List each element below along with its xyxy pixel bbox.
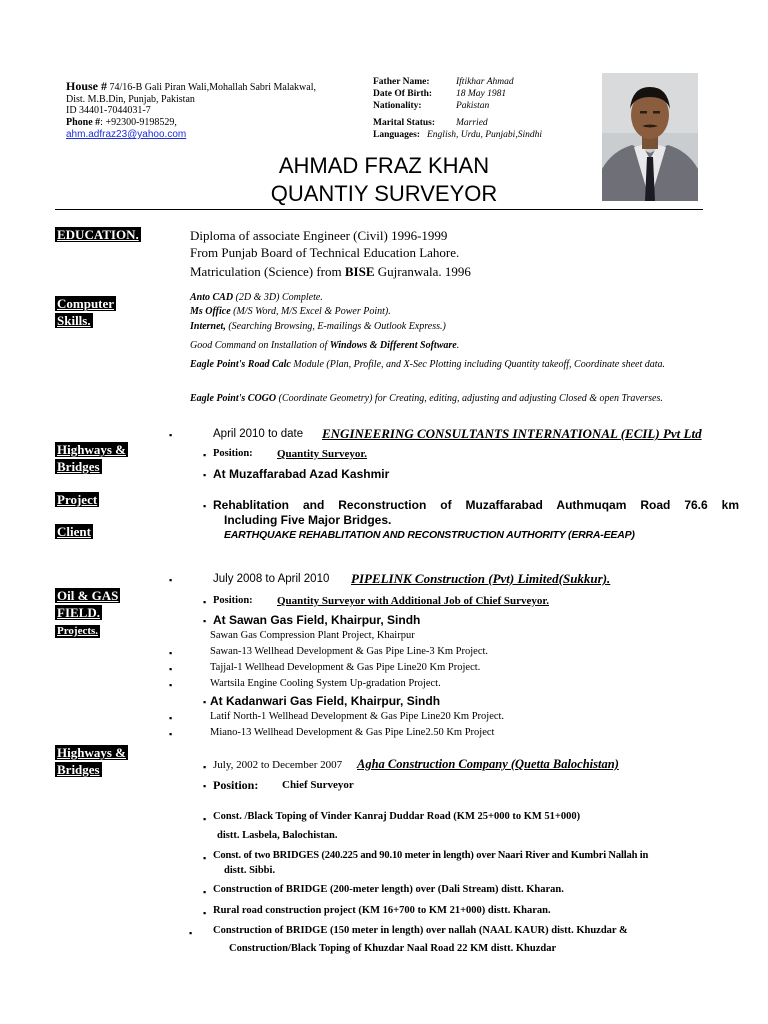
job3-item-5: Construction of BRIDGE (150 meter in length) over nallah (NAAL KAUR) distt. Khuzdar &: [213, 925, 628, 936]
job3-item-1: Const. /Black Toping of Vinder Kanraj Duddar Road (KM 25+000 to KM 51+000): [213, 811, 581, 822]
client-heading: Client: [57, 524, 91, 539]
education-matric: Matriculation (Science) from BISE Gujranwala. 1996: [190, 264, 471, 279]
job1-location: At Muzaffarabad Azad Kashmir: [213, 467, 390, 481]
skill-cogo: Eagle Point's COGO (Coordinate Geometry) for Creating, editing, adjusting and adjusting Closed & open Traverses.: [190, 393, 663, 404]
skill-road-calc: Eagle Point's Road Calc Module (Plan, Profile, and X-Sec Plotting including Quantity takeoff, Coordinate sheet data.: [190, 359, 666, 370]
job-title: QUANTIY SURVEYOR: [270, 181, 498, 206]
job2-position-value: Quantity Surveyor with Additional Job of Chief Surveyor.: [277, 595, 549, 607]
skill-installation: Good Command on Installation of Windows & Different Software.: [190, 340, 460, 351]
house-label: House #: [66, 79, 108, 93]
bullet-icon: ▪: [169, 575, 173, 585]
list-item: Tajjal-1 Wellhead Development & Gas Pipe Line20 Km Project.: [210, 662, 481, 673]
job1-position-label: Position:: [213, 448, 253, 459]
job3-item-3: Construction of BRIDGE (200-meter length) over (Dali Stream) distt. Kharan.: [213, 884, 564, 895]
father-label: Father Name:: [373, 77, 430, 87]
skill-autocad: Anto CAD (2D & 3D) Complete.: [190, 292, 323, 303]
job1-company: ENGINEERING CONSULTANTS INTERNATIONAL (ECIL) Pvt Ltd: [322, 426, 702, 441]
nationality-label: Nationality:: [373, 101, 422, 111]
skill-office: Ms Office (M/S Word, M/S Excel & Power Point).: [190, 306, 391, 317]
nationality-value: Pakistan: [456, 101, 490, 111]
job2-site1: At Sawan Gas Field, Khairpur, Sindh: [213, 613, 421, 627]
bullet-icon: ▪: [203, 616, 207, 626]
job2-heading: Oil & GAS FIELD. Projects.: [57, 588, 119, 637]
phone-value: : +92300-9198529,: [100, 117, 177, 128]
bullet-icon: ▪: [169, 648, 173, 658]
bullet-icon: ▪: [203, 470, 207, 480]
bullet-icon: ▪: [203, 781, 207, 791]
job2-dates: July 2008 to April 2010: [213, 573, 330, 585]
job2-company: PIPELINK Construction (Pvt) Limited(Sukkur).: [351, 571, 611, 586]
job1-position-value: Quantity Surveyor.: [277, 448, 368, 460]
job2-site2: At Kadanwari Gas Field, Khairpur, Sindh: [210, 694, 441, 708]
education-board: From Punjab Board of Technical Education Lahore.: [190, 245, 460, 260]
house-value: 74/16-B Gali Piran Wali,Mohallah Sabri Malakwal,: [109, 82, 316, 93]
project-heading: Project: [57, 492, 98, 507]
job3-item-1-cont: distt. Lasbela, Balochistan.: [217, 830, 338, 841]
skills-heading: Computer Skills.: [57, 296, 115, 328]
bullet-icon: ▪: [203, 762, 207, 772]
bullet-icon: ▪: [169, 713, 173, 723]
list-item: Sawan Gas Compression Plant Project, Khairpur: [210, 630, 415, 641]
job3-heading: Highways & Bridges: [57, 745, 126, 777]
job1-project-line1: Rehablitation and Reconstruction of Muzaffarabad Authmuqam Road 76.6 km: [213, 498, 739, 512]
job1-project-line2: Including Five Major Bridges.: [224, 513, 392, 527]
address-line-2: Dist. M.B.Din, Punjab, Pakistan: [66, 94, 195, 105]
job3-position-label: Position:: [213, 778, 259, 792]
education-heading: EDUCATION.: [57, 227, 139, 242]
education-diploma: Diploma of associate Engineer (Civil) 1996-1999: [190, 228, 448, 243]
job3-item-2: Const. of two BRIDGES (240.225 and 90.10 meter in length) over Naari River and Kumbri Nallah in: [213, 850, 649, 861]
bullet-icon: ▪: [203, 908, 207, 918]
address-line-1: [66, 79, 316, 94]
header-divider: [55, 209, 703, 210]
job1-heading: Highways & Bridges: [57, 442, 126, 474]
candidate-name: AHMAD FRAZ KHAN: [278, 153, 490, 178]
bullet-icon: ▪: [203, 501, 207, 511]
list-item: Sawan-13 Wellhead Development & Gas Pipe Line-3 Km Project.: [210, 646, 489, 657]
job3-company: Agha Construction Company (Quetta Balochistan): [357, 757, 619, 771]
bullet-icon: ▪: [203, 887, 207, 897]
bullet-icon: ▪: [203, 597, 207, 607]
bullet-icon: ▪: [203, 814, 207, 824]
id-line: ID 34401-7044031-7: [66, 105, 151, 116]
job3-dates: July, 2002 to December 2007: [213, 759, 343, 771]
bullet-icon: ▪: [169, 430, 173, 440]
job3-item-5-cont: Construction/Black Toping of Khuzdar Naal Road 22 KM distt. Khuzdar: [229, 943, 557, 954]
bullet-icon: ▪: [203, 853, 207, 863]
skill-internet: Internet, (Searching Browsing, E-mailings & Outlook Express.): [190, 321, 446, 332]
bullet-icon: ▪: [203, 450, 207, 460]
job2-position-label: Position:: [213, 595, 253, 606]
bullet-icon: ▪: [203, 697, 207, 707]
languages-value: English, Urdu, Punjabi,Sindhi: [427, 130, 542, 140]
email-link[interactable]: ahm.adfraz23@yahoo.com: [66, 129, 187, 140]
bullet-icon: ▪: [169, 680, 173, 690]
list-item: Latif North-1 Wellhead Development & Gas Pipe Line20 Km Project.: [210, 711, 505, 722]
father-value: Iftikhar Ahmad: [456, 77, 514, 87]
dob-value: 18 May 1981: [456, 89, 507, 99]
languages-label: Languages:: [373, 130, 420, 140]
list-item: Wartsila Engine Cooling System Up-gradation Project.: [210, 678, 441, 689]
bullet-icon: ▪: [189, 928, 193, 938]
job3-item-2-cont: distt. Sibbi.: [224, 865, 276, 876]
dob-label: Date Of Birth:: [373, 89, 433, 99]
phone-line: [66, 117, 177, 128]
marital-label: Marital Status:: [373, 118, 436, 128]
job1-dates: April 2010 to date: [213, 428, 304, 440]
marital-value: Married: [456, 118, 488, 128]
job3-position-value: Chief Surveyor: [282, 779, 354, 791]
bullet-icon: ▪: [169, 729, 173, 739]
list-item: Miano-13 Wellhead Development & Gas Pipe Line2.50 Km Project: [210, 727, 495, 738]
phone-label: Phone #: [66, 117, 101, 128]
job1-client: EARTHQUAKE REHABLITATION AND RECONSTRUCTION AUTHORITY (ERRA-EEAP): [224, 529, 635, 541]
job3-item-4: Rural road construction project (KM 16+700 to KM 21+000) distt. Kharan.: [213, 905, 551, 916]
bullet-icon: ▪: [169, 664, 173, 674]
